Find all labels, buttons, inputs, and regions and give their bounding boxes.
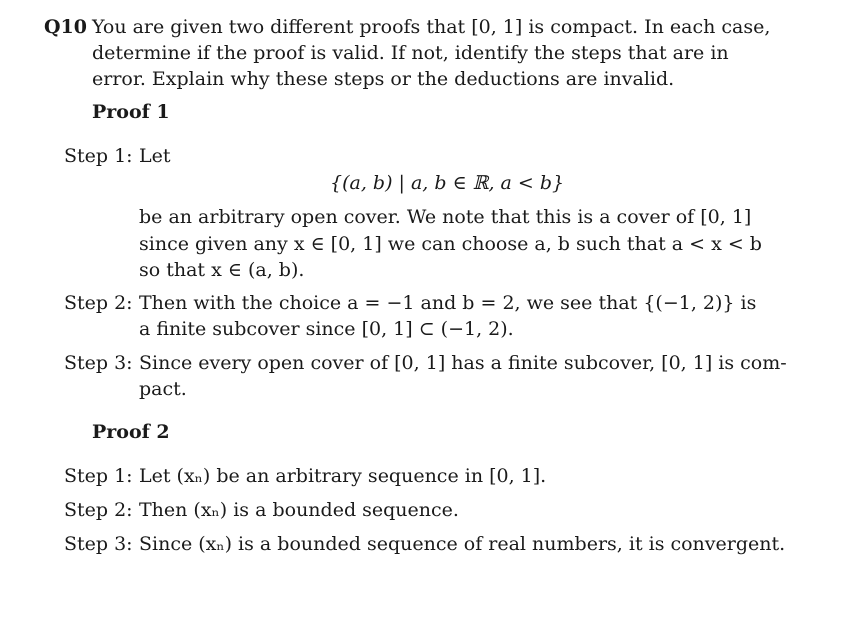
proof2-step1-label: Step 1:: [64, 465, 133, 487]
question-intro-line-2: determine if the proof is valid. If not, identify the steps that are in: [92, 42, 729, 64]
proof1-step1-lead: Let: [139, 145, 171, 167]
proof2-step3-label: Step 3:: [64, 533, 133, 555]
question-number: Q10: [44, 16, 87, 38]
proof1-step1-display-math: {(a, b) | a, b ∈ ℝ, a < b}: [330, 172, 565, 194]
proof1-title: Proof 1: [92, 101, 170, 123]
proof1-step1-line-1: be an arbitrary open cover. We note that this is a cover of [0, 1]: [139, 206, 752, 228]
proof1-step2-label: Step 2:: [64, 292, 133, 314]
proof1-step1-label: Step 1:: [64, 145, 133, 167]
question-intro-line-1: You are given two different proofs that [0, 1] is compact. In each case,: [92, 16, 771, 38]
proof2-step2-line-1: Then (xₙ) is a bounded sequence.: [139, 499, 459, 521]
proof1-step1-line-2: since given any x ∈ [0, 1] we can choose a, b such that a < x < b: [139, 233, 762, 255]
proof1-step3-line-1: Since every open cover of [0, 1] has a finite subcover, [0, 1] is com-: [139, 352, 787, 374]
proof1-step3-label: Step 3:: [64, 352, 133, 374]
question-intro-line-3: error. Explain why these steps or the deductions are invalid.: [92, 68, 675, 90]
proof1-step1-line-3: so that x ∈ (a, b).: [139, 259, 305, 281]
proof2-step3-line-1: Since (xₙ) is a bounded sequence of real numbers, it is convergent.: [139, 533, 786, 555]
proof1-step2-line-2: a finite subcover since [0, 1] ⊂ (−1, 2).: [139, 318, 514, 340]
proof1-step2-line-1: Then with the choice a = −1 and b = 2, we see that {(−1, 2)} is: [139, 292, 757, 314]
proof1-step3-line-2: pact.: [139, 378, 187, 400]
proof2-step1-line-1: Let (xₙ) be an arbitrary sequence in [0, 1].: [139, 465, 547, 487]
proof2-title: Proof 2: [92, 421, 170, 443]
proof2-step2-label: Step 2:: [64, 499, 133, 521]
